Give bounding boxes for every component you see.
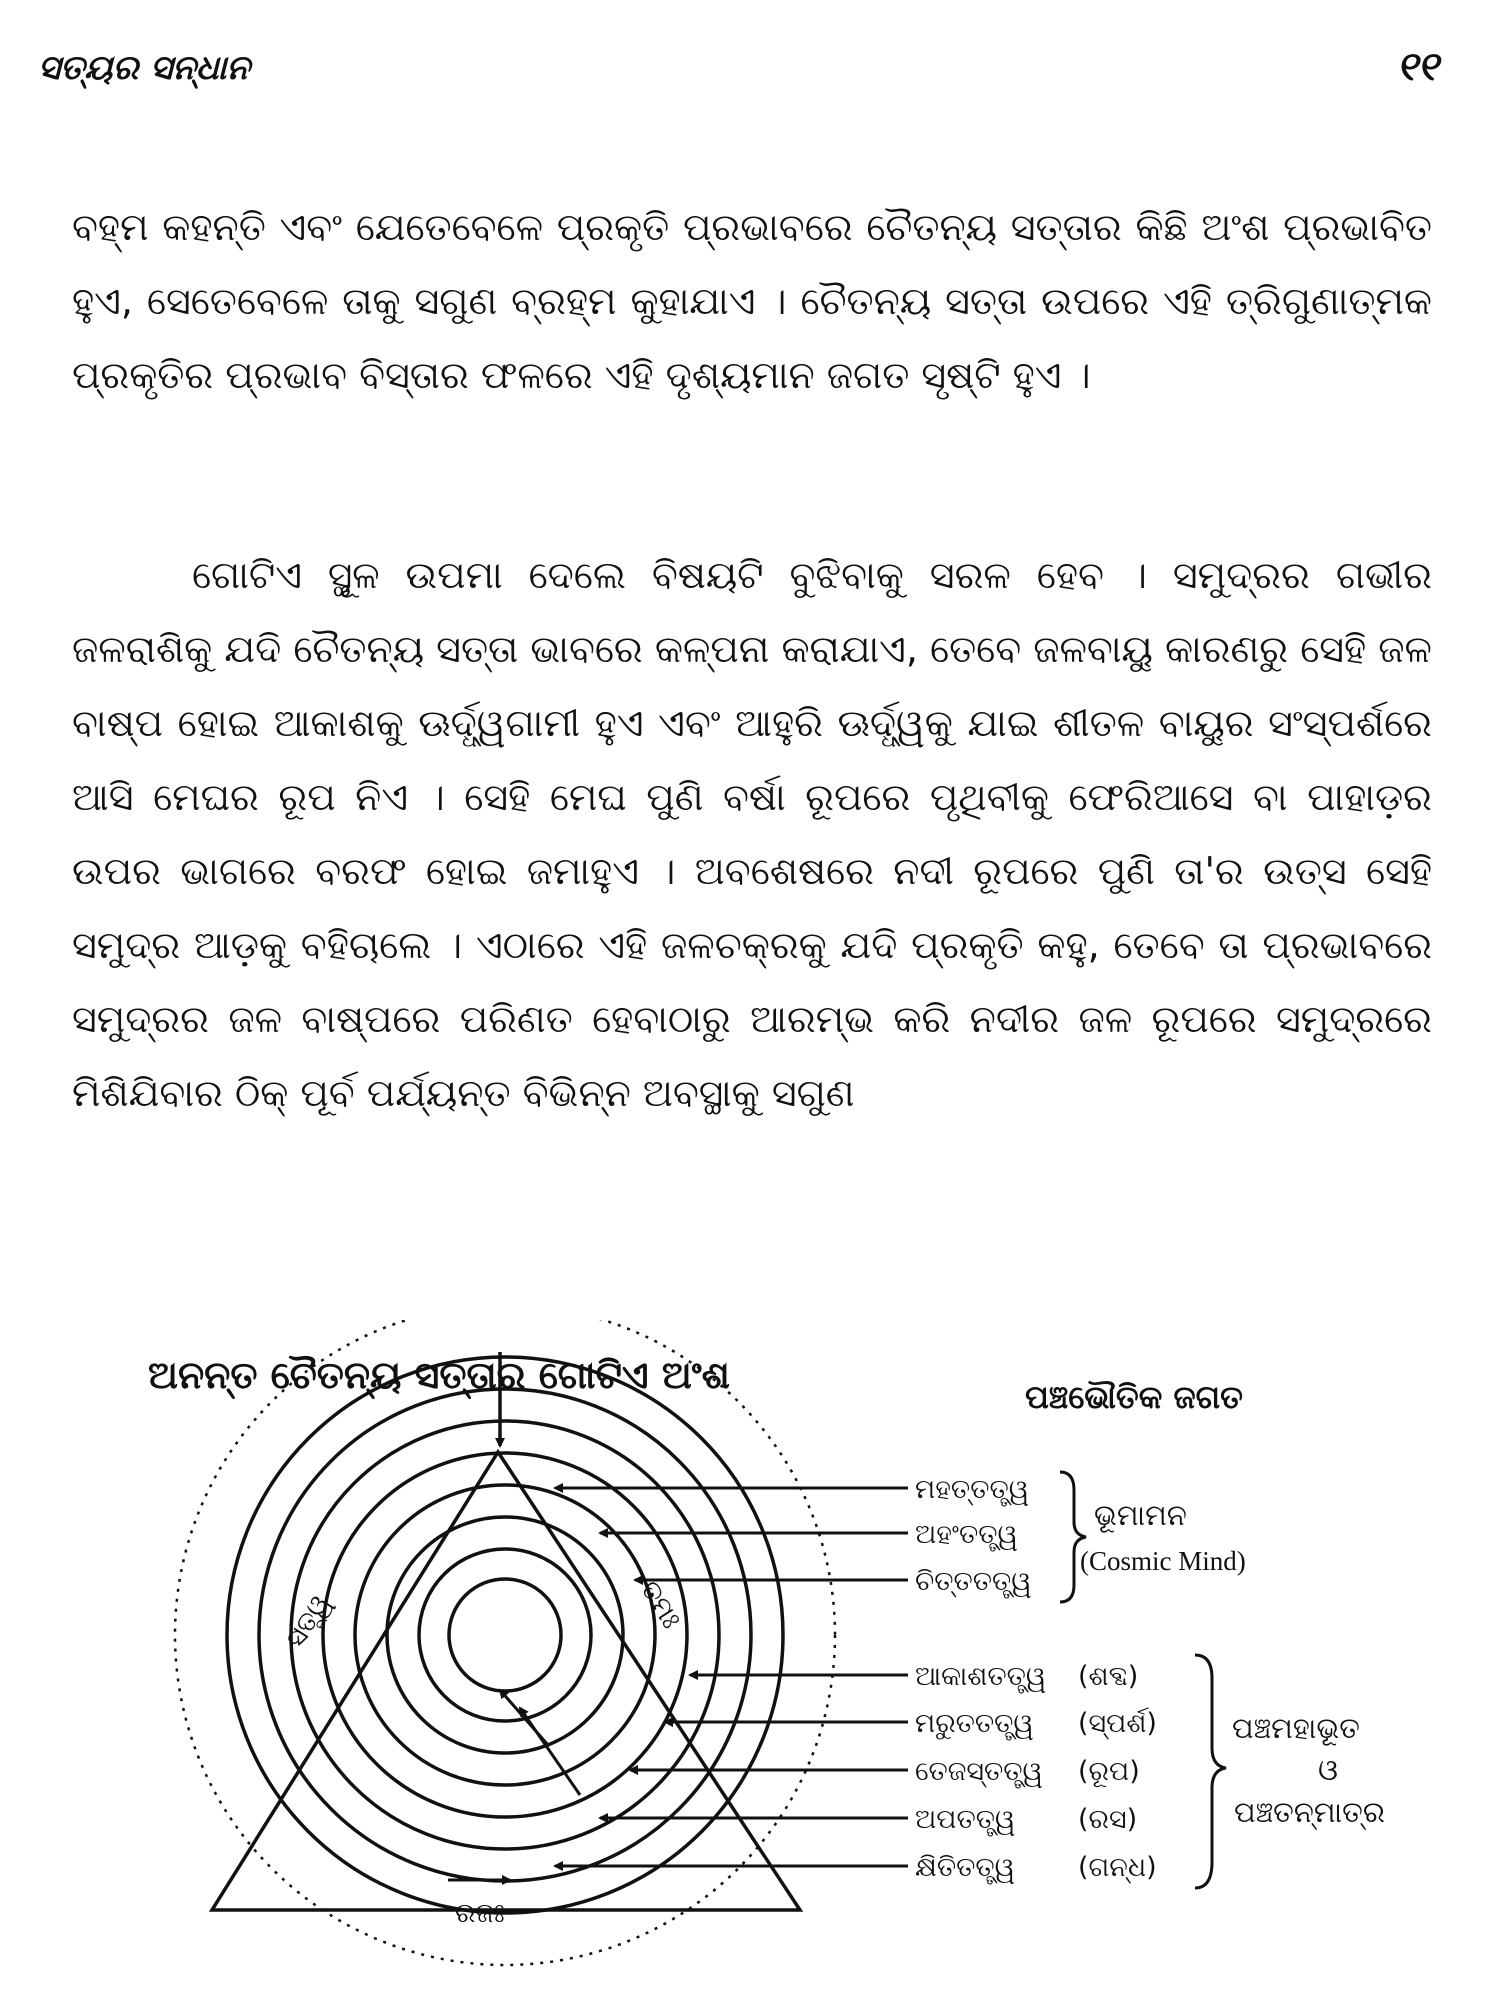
element-group-line3: ପଞ୍ଚତନ୍ମାତ୍ର: [1234, 1795, 1385, 1829]
element-level-marut: ମରୁତତତ୍ତ୍ୱ: [915, 1708, 1034, 1739]
element-level-akasha: ଆକାଶତତ୍ତ୍ୱ: [915, 1661, 1047, 1692]
diagram-caption-right: ପଞ୍ଚଭୌତିକ ଜଗତ: [1025, 1378, 1243, 1416]
paragraph-2: ଗୋଟିଏ ସ୍ଥୂଳ ଉପମା ଦେଲେ ବିଷୟଟି ବୁଝିବାକୁ ସରଳ ହେବ । ସମୁଦ୍ରର ଗଭୀର ଜଳରାଶିକୁ ଯଦି ଚୈତନ୍ୟ ସତ୍ତା ଭାବରେ କଳ୍ପନା କରାଯାଏ, ତେବେ ଜଳବାୟୁ କାରଣରୁ ସେହି ଜଳ ବାଷ୍ପ ହୋଇ ଆକାଶକୁ ଊର୍ଦ୍ଧ୍ୱଗାମୀ ହୁଏ ଏବଂ ଆହୁରି ଊର୍ଦ୍ଧ୍ୱକୁ ଯାଇ ଶୀତଳ ବାୟୁର ସଂସ୍ପର୍ଶରେ ଆସି ମେଘର ରୂପ ନିଏ । ସେହି ମେଘ ପୁଣି ବର୍ଷା ରୂପରେ ପୃଥିବୀକୁ ଫେରିଆସେ ବା ପାହାଡ଼ର ଉପର ଭାଗରେ ବରଫ ହୋଇ ଜମାହୁଏ । ଅବଶେଷରେ ନଦୀ ରୂପରେ ପୁଣି ତା'ର ଉତ୍ସ ସେହି ସମୁଦ୍ର ଆଡ଼କୁ ବହିଚାଲେ । ଏଠାରେ ଏହି ଜଳଚକ୍ରକୁ ଯଦି ପ୍ରକୃତି କହୁ, ତେବେ ତା ପ୍ରଭାବରେ ସମୁଦ୍ରର ଜଳ ବାଷ୍ପରେ ପରିଣତ ହେବାଠାରୁ ଆରମ୍ଭ କରି ନଦୀର ଜଳ ରୂପରେ ସମୁଦ୍ରରେ ମିଶିଯିବାର ଠିକ୍ ପୂର୍ବ ପର୍ଯ୍ୟନ୍ତ ବିଭିନ୍ନ ଅବସ୍ଥାକୁ ସଗୁଣ: [72, 553, 1432, 1115]
element-level-kshiti: କ୍ଷିତିତତ୍ତ୍ୱ: [915, 1852, 1015, 1883]
guna-label-right: ତମଃ: [634, 1575, 687, 1635]
circle-ring: [323, 1453, 687, 1817]
tanmatra-sparsha: (ସ୍ପର୍ଶ): [1078, 1708, 1157, 1739]
diagram-caption-left: ଅନନ୍ତ ଚୈତନ୍ୟ ସତ୍ତାର ଗୋଟିଏ ଅଂଶ: [148, 1353, 730, 1397]
mind-level-chitta: ଚିତ୍ତତତ୍ତ୍ୱ: [915, 1566, 1032, 1597]
mind-group-brace: [1060, 1472, 1086, 1602]
mind-leader-lines: [555, 1488, 908, 1580]
tanmatra-rupa: (ରୂପ): [1078, 1756, 1140, 1787]
element-level-apa: ଅପତତ୍ତ୍ୱ: [915, 1804, 1016, 1835]
element-group-brace: [1195, 1655, 1226, 1888]
page-number: ୧୧: [1396, 44, 1438, 90]
guna-triangle: [212, 1452, 800, 1910]
mind-group-english: (Cosmic Mind): [1080, 1546, 1246, 1576]
element-level-tejas: ତେଜସ୍ତତ୍ତ୍ୱ: [915, 1756, 1043, 1787]
guna-label-left: ସତ୍ତ୍ୱ: [279, 1588, 337, 1654]
running-title: ସତ୍ୟର ସନ୍ଧାନ: [38, 48, 250, 88]
cosmic-mind-diagram: [0, 1320, 1500, 1970]
mind-level-aham: ଅହଂତତ୍ତ୍ୱ: [915, 1519, 1018, 1550]
element-group-line1: ପଞ୍ଚମହାଭୂତ: [1232, 1711, 1360, 1745]
circle-ring: [355, 1485, 655, 1785]
element-group-line2: ଓ: [1318, 1753, 1338, 1787]
tanmatra-rasa: (ରସ): [1078, 1804, 1138, 1835]
tanmatra-gandha: (ଗନ୍ଧ): [1078, 1852, 1157, 1883]
paragraph-1: ବହ୍ମ କହନ୍ତି ଏବଂ ଯେତେବେଳେ ପ୍ରକୃତି ପ୍ରଭାବରେ ଚୈତନ୍ୟ ସତ୍ତାର କିଛି ଅଂଶ ପ୍ରଭାବିତ ହୁଏ, ସେତେବେଳେ ତାକୁ ସଗୁଣ ବ୍ରହ୍ମ କୁହାଯାଏ । ଚୈତନ୍ୟ ସତ୍ତା ଉପରେ ଏହି ତ୍ରିଗୁଣାତ୍ମକ ପ୍ରକୃତିର ପ୍ରଭାବ ବିସ୍ତାର ଫଳରେ ଏହି ଦୃଶ୍ୟମାନ ଜଗତ ସୃଷ୍ଟି ହୁଏ ।: [72, 205, 1432, 397]
mind-level-mahat: ମହତ୍ତତ୍ତ୍ୱ: [915, 1474, 1030, 1505]
mind-group-label: ଭୂମାମନ: [1094, 1498, 1187, 1532]
guna-label-base: ରଜଃ: [455, 1898, 505, 1929]
circle-ring: [387, 1517, 623, 1753]
element-leader-lines: [555, 1675, 908, 1866]
circle-ring: [449, 1579, 561, 1691]
outer-dotted-circle: [175, 1320, 835, 1965]
tanmatra-shabda: (ଶବ୍ଦ): [1078, 1661, 1139, 1692]
